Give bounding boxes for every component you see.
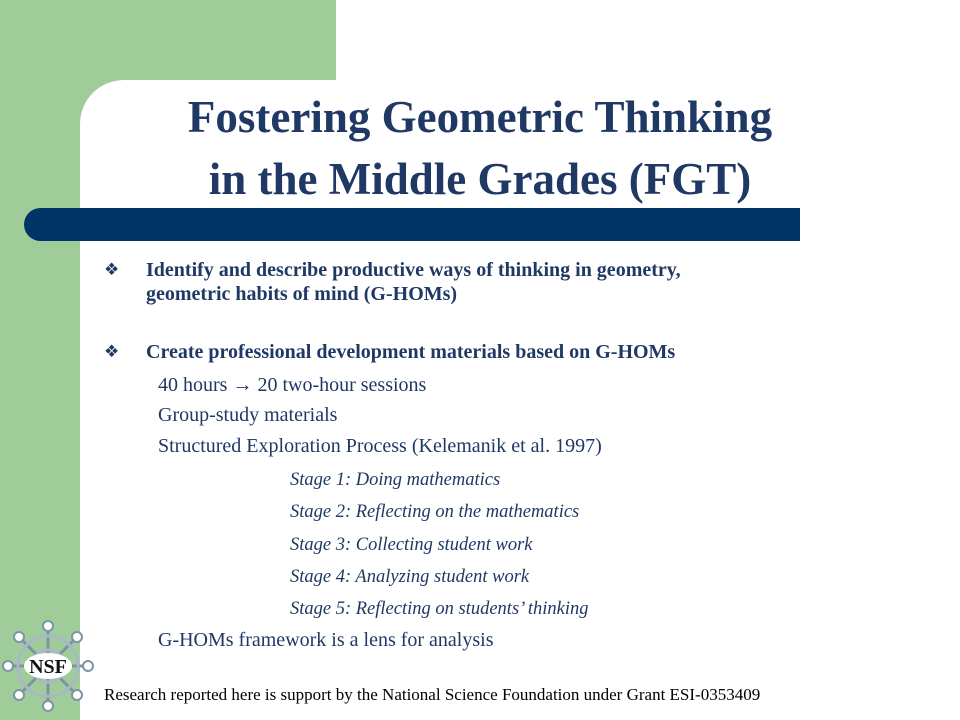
hours-left: 40 hours <box>158 374 228 396</box>
slide-title <box>80 86 880 210</box>
bullet-2-line-1: Create professional development materials based on G-HOMs <box>146 341 676 363</box>
footer-credit: Research reported here is support by the National Science Foundation under Grant ESI-0353409 <box>104 685 761 704</box>
hours-right: 20 two-hour sessions <box>257 374 427 396</box>
sub-item-framework: G-HOMs framework is a lens for analysis <box>158 629 494 651</box>
bullet-1-line-2: geometric habits of mind (G-HOMs) <box>146 283 458 305</box>
bullet-1-line-1: Identify and describe productive ways of thinking in geometry, <box>146 259 681 281</box>
bullet-item <box>146 340 936 364</box>
nsf-logo-text: NSF <box>29 656 67 678</box>
stage-item-2: Stage 2: Reflecting on the mathematics <box>290 502 580 522</box>
stage-item-4: Stage 4: Analyzing student work <box>290 567 530 587</box>
sub-item-sep: Structured Exploration Process (Kelemanik et al. 1997) <box>158 435 602 457</box>
title-divider-bar <box>24 208 800 241</box>
diamond-bullet-icon: ❖ <box>104 342 120 361</box>
title-line-2: in the Middle Grades (FGT) <box>208 154 752 204</box>
stage-item-5: Stage 5: Reflecting on students’ thinking <box>290 599 589 619</box>
sub-item-hours <box>158 371 426 399</box>
diamond-bullet-icon: ❖ <box>104 260 120 279</box>
right-arrow-icon: → <box>232 374 253 396</box>
title-line-1: Fostering Geometric Thinking <box>187 92 773 142</box>
bullet-item <box>146 258 936 306</box>
stage-item-1: Stage 1: Doing mathematics <box>290 470 501 490</box>
stage-item-3: Stage 3: Collecting student work <box>290 535 533 555</box>
nsf-logo-icon <box>0 618 96 714</box>
sub-item-group-study: Group-study materials <box>158 404 338 426</box>
